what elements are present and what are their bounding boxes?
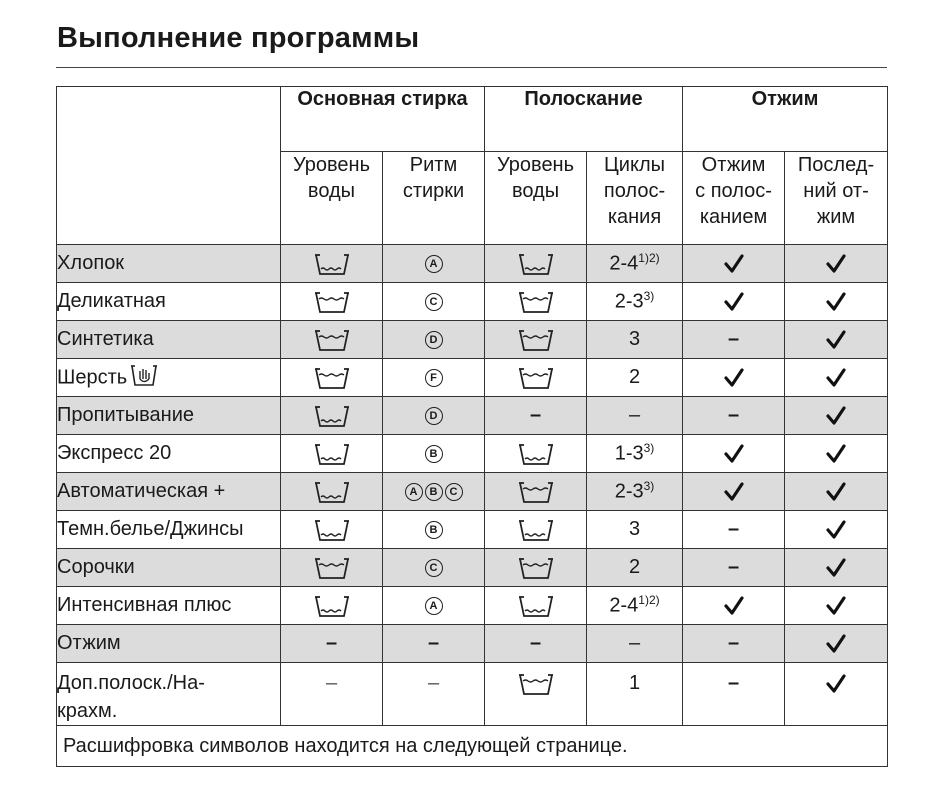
wash-rhythm	[383, 473, 485, 511]
rinse-cycles	[587, 663, 683, 726]
rhythm-f-icon: F	[425, 369, 443, 387]
spin-with-rinse	[683, 663, 785, 726]
dash-mark: –	[727, 404, 740, 426]
wash-rhythm	[383, 397, 485, 435]
spin-with-rinse	[683, 549, 785, 587]
spin-with-rinse	[683, 359, 785, 397]
dash-mark: –	[529, 632, 542, 654]
spin-with-rinse	[683, 245, 785, 283]
footnote-ref: 3)	[643, 441, 655, 456]
program-name-label: Сорочки	[57, 556, 135, 578]
water-level-high-icon	[315, 556, 349, 578]
rhythm-a-icon: A	[425, 255, 443, 273]
wash-rhythm	[383, 511, 485, 549]
main-water-level	[281, 625, 383, 663]
table-row	[57, 625, 888, 663]
program-name-label: Деликатная	[57, 290, 166, 312]
rinse-cycles-value: –	[628, 404, 641, 426]
checkmark-icon	[724, 252, 744, 274]
wash-rhythm	[383, 435, 485, 473]
final-spin	[785, 625, 888, 663]
table-row	[57, 511, 888, 549]
wash-rhythm	[383, 663, 485, 726]
main-water-level	[281, 549, 383, 587]
wash-rhythm	[383, 321, 485, 359]
program-name	[57, 587, 281, 625]
rinse-cycles	[587, 625, 683, 663]
rinse-cycles	[587, 587, 683, 625]
rinse-water-level	[485, 397, 587, 435]
main-water-level	[281, 663, 383, 726]
footer-note: Расшифровка символов находится на следующей странице.	[57, 726, 888, 767]
wash-rhythm	[383, 625, 485, 663]
rinse-cycles	[587, 511, 683, 549]
program-name-label: Интенсивная плюс	[57, 594, 232, 616]
water-level-high-icon	[519, 366, 553, 388]
water-level-low-icon	[315, 594, 349, 616]
water-level-high-icon	[519, 556, 553, 578]
program-name-label: Автоматическая +	[57, 480, 226, 502]
rinse-water-level	[485, 321, 587, 359]
final-spin	[785, 359, 888, 397]
checkmark-icon	[724, 480, 744, 502]
water-level-high-icon	[315, 328, 349, 350]
water-level-low-icon	[519, 594, 553, 616]
spin-with-rinse	[683, 397, 785, 435]
spin-with-rinse	[683, 473, 785, 511]
checkmark-icon	[724, 594, 744, 616]
spin-with-rinse	[683, 511, 785, 549]
water-level-high-icon	[519, 290, 553, 312]
rhythm-b-icon: B	[425, 521, 443, 539]
checkmark-icon	[724, 290, 744, 312]
table-row	[57, 397, 888, 435]
footnote-ref: 3)	[643, 289, 655, 304]
checkmark-icon	[724, 442, 744, 464]
footnote-ref: 1)2)	[638, 593, 660, 608]
program-table	[56, 86, 888, 767]
wash-rhythm	[383, 283, 485, 321]
spin-with-rinse	[683, 283, 785, 321]
main-water-level	[281, 397, 383, 435]
program-column-header	[57, 87, 281, 245]
rinse-cycles-value: –	[628, 632, 641, 654]
dash-mark: –	[427, 672, 440, 694]
final-spin	[785, 473, 888, 511]
rhythm-d-icon: D	[425, 331, 443, 349]
rhythm-c-icon: C	[425, 293, 443, 311]
checkmark-icon	[826, 632, 846, 654]
rinse-cycles-value: 2	[628, 366, 641, 388]
final-spin	[785, 511, 888, 549]
rinse-water-level	[485, 283, 587, 321]
water-level-low-icon	[519, 252, 553, 274]
water-level-high-icon	[519, 480, 553, 502]
hand-wash-icon	[131, 364, 157, 392]
program-name	[57, 283, 281, 321]
water-level-low-icon	[315, 404, 349, 426]
rinse-cycles-value: 3	[628, 328, 641, 350]
table-row	[57, 245, 888, 283]
group-header-spin: Отжим	[683, 87, 888, 152]
checkmark-icon	[826, 290, 846, 312]
rinse-cycles	[587, 245, 683, 283]
rinse-water-level	[485, 511, 587, 549]
rinse-cycles-value: 1	[628, 672, 641, 694]
wash-rhythm	[383, 549, 485, 587]
final-spin	[785, 245, 888, 283]
dash-mark: –	[529, 404, 542, 426]
rinse-cycles-value: 2-4	[609, 594, 639, 617]
rinse-cycles-value: 2	[628, 556, 641, 578]
program-name-label: Экспресс 20	[57, 442, 172, 464]
rinse-cycles-value: 1-3	[614, 442, 644, 465]
checkmark-icon	[826, 672, 846, 694]
rinse-cycles	[587, 359, 683, 397]
rinse-cycles-value: 2-4	[609, 252, 639, 275]
checkmark-icon	[826, 480, 846, 502]
rinse-cycles-value: 2-3	[614, 290, 644, 313]
group-header-rinse: Полоскание	[485, 87, 683, 152]
rinse-water-level	[485, 359, 587, 397]
rhythm-d-icon: D	[425, 407, 443, 425]
program-name	[57, 321, 281, 359]
program-name-label: Пропитывание	[57, 404, 195, 426]
dash-mark: –	[727, 672, 740, 694]
table-row	[57, 359, 888, 397]
checkmark-icon	[826, 404, 846, 426]
program-name	[57, 245, 281, 283]
rinse-water-level	[485, 663, 587, 726]
final-spin	[785, 321, 888, 359]
rinse-cycles-value: 3	[628, 518, 641, 540]
program-name-label: Шерсть	[57, 365, 128, 388]
program-name-label: Хлопок	[57, 252, 125, 274]
spin-with-rinse	[683, 625, 785, 663]
col-header-rinse-cycles: Циклы полос- кания	[587, 152, 683, 245]
main-water-level	[281, 359, 383, 397]
program-name	[57, 625, 281, 663]
rhythm-b-icon: B	[425, 445, 443, 463]
rinse-cycles	[587, 397, 683, 435]
main-water-level	[281, 587, 383, 625]
checkmark-icon	[826, 366, 846, 388]
col-header-final-spin: Послед- ний от- жим	[785, 152, 888, 245]
main-water-level	[281, 473, 383, 511]
spin-with-rinse	[683, 587, 785, 625]
rinse-water-level	[485, 625, 587, 663]
col-header-main-water-level: Уровень воды	[281, 152, 383, 245]
water-level-high-icon	[519, 672, 553, 694]
rhythm-a-icon: A	[425, 597, 443, 615]
page-title: Выполнение программы	[57, 22, 420, 54]
table-row	[57, 283, 888, 321]
footnote-ref: 3)	[643, 479, 655, 494]
program-name-label: Синтетика	[57, 328, 154, 350]
final-spin	[785, 587, 888, 625]
rinse-water-level	[485, 245, 587, 283]
final-spin	[785, 663, 888, 726]
rinse-water-level	[485, 587, 587, 625]
program-name	[57, 435, 281, 473]
rinse-cycles	[587, 283, 683, 321]
footnote-ref: 1)2)	[638, 251, 660, 266]
rinse-water-level	[485, 435, 587, 473]
main-water-level	[281, 245, 383, 283]
dash-mark: –	[727, 556, 740, 578]
rhythm-c-icon: C	[425, 559, 443, 577]
table-row	[57, 663, 888, 726]
checkmark-icon	[826, 442, 846, 464]
spin-with-rinse	[683, 321, 785, 359]
final-spin	[785, 397, 888, 435]
final-spin	[785, 549, 888, 587]
checkmark-icon	[826, 328, 846, 350]
program-name	[57, 359, 281, 397]
water-level-high-icon	[519, 328, 553, 350]
program-name-label: Отжим	[57, 632, 121, 654]
dash-mark: –	[727, 518, 740, 540]
program-name	[57, 397, 281, 435]
rinse-cycles-value: 2-3	[614, 480, 644, 503]
rhythm-c-icon: C	[445, 483, 463, 501]
wash-rhythm	[383, 587, 485, 625]
table-row	[57, 473, 888, 511]
dash-mark: –	[325, 632, 338, 654]
rinse-cycles	[587, 549, 683, 587]
table-row	[57, 321, 888, 359]
dash-mark: –	[727, 328, 740, 350]
table-row	[57, 435, 888, 473]
water-level-low-icon	[315, 442, 349, 464]
col-header-wash-rhythm: Ритм стирки	[383, 152, 485, 245]
wash-rhythm	[383, 359, 485, 397]
rinse-cycles	[587, 321, 683, 359]
rinse-cycles	[587, 435, 683, 473]
rinse-cycles	[587, 473, 683, 511]
water-level-low-icon	[315, 518, 349, 540]
program-name	[57, 473, 281, 511]
checkmark-icon	[724, 366, 744, 388]
water-level-low-icon	[519, 442, 553, 464]
main-water-level	[281, 435, 383, 473]
rinse-water-level	[485, 549, 587, 587]
checkmark-icon	[826, 594, 846, 616]
water-level-low-icon	[519, 518, 553, 540]
table-row	[57, 587, 888, 625]
dash-mark: –	[325, 672, 338, 694]
checkmark-icon	[826, 518, 846, 540]
rhythm-a-icon: A	[405, 483, 423, 501]
dash-mark: –	[427, 632, 440, 654]
water-level-high-icon	[315, 290, 349, 312]
program-name-label: Темн.белье/Джинсы	[57, 518, 244, 540]
program-name	[57, 511, 281, 549]
spin-with-rinse	[683, 435, 785, 473]
group-header-main-wash: Основная стирка	[281, 87, 485, 152]
main-water-level	[281, 283, 383, 321]
final-spin	[785, 283, 888, 321]
title-underline	[56, 67, 887, 68]
main-water-level	[281, 321, 383, 359]
col-header-rinse-water-level: Уровень воды	[485, 152, 587, 245]
wash-rhythm	[383, 245, 485, 283]
water-level-low-icon	[315, 252, 349, 274]
final-spin	[785, 435, 888, 473]
water-level-low-icon	[315, 480, 349, 502]
col-header-spin-with-rinse: Отжим с полос- канием	[683, 152, 785, 245]
checkmark-icon	[826, 252, 846, 274]
main-water-level	[281, 511, 383, 549]
program-name-label: Доп.полоск./На- крахм.	[57, 672, 205, 722]
rinse-water-level	[485, 473, 587, 511]
checkmark-icon	[826, 556, 846, 578]
program-name	[57, 549, 281, 587]
program-name	[57, 663, 281, 726]
water-level-high-icon	[315, 366, 349, 388]
table-row	[57, 549, 888, 587]
dash-mark: –	[727, 632, 740, 654]
rhythm-b-icon: B	[425, 483, 443, 501]
